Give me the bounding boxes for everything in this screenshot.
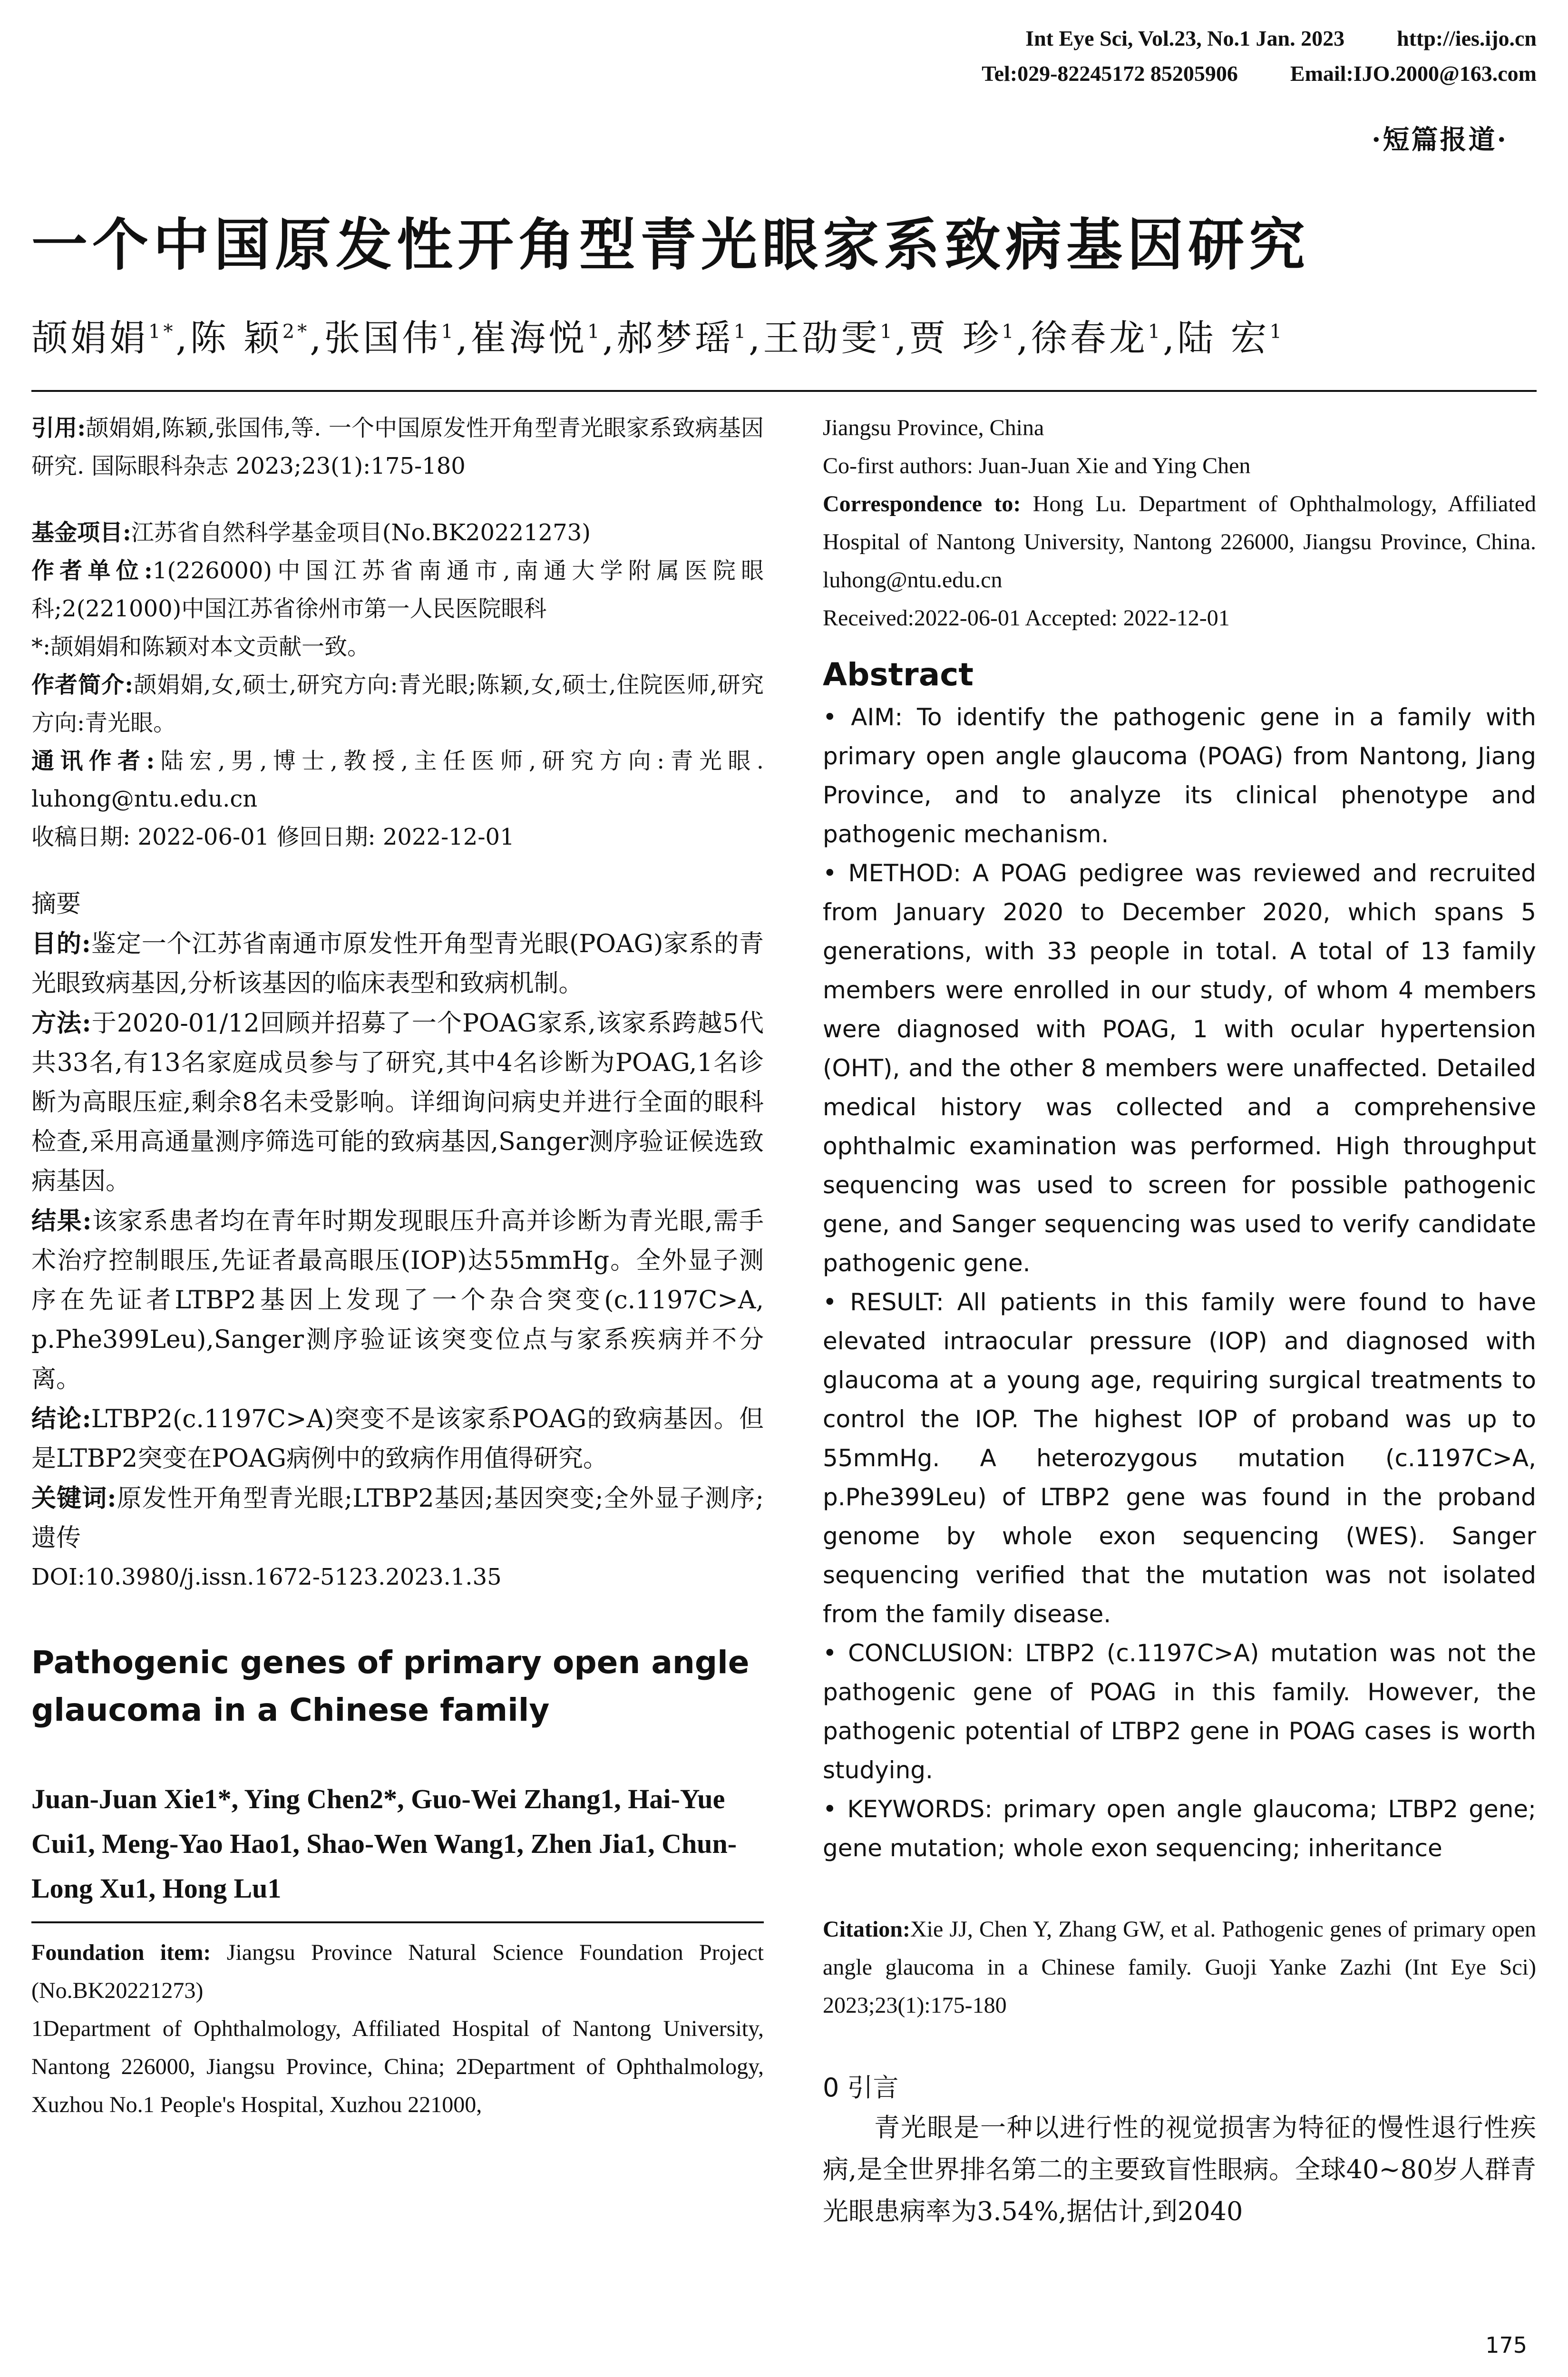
contribution-note: *:颉娟娟和陈颖对本文贡献一致。 bbox=[31, 633, 370, 660]
journal-header bbox=[982, 21, 1537, 91]
journal-email: Email:IJO.2000@163.com bbox=[1290, 61, 1537, 86]
authors-cn bbox=[31, 309, 1285, 361]
abstract-aim-en: • AIM: To identify the pathogenic gene in a family with primary open angle glaucoma (POAG) from Nantong, Jiang Province, and to analyze its clinical phenotype and pathogenic mechanism. bbox=[823, 703, 1536, 848]
cofirst-authors: Co-first authors: Juan-Juan Xie and Ying Chen bbox=[823, 453, 1251, 478]
author-cn: 贾 珍$^1$ bbox=[909, 317, 1017, 359]
author-separator: , bbox=[175, 317, 190, 359]
author-affiliation-mark: 1 bbox=[880, 321, 895, 343]
author-cn: 颉娟娟$^{1*}$ bbox=[31, 317, 176, 359]
citation-en: Citation:Xie JJ, Chen Y, Zhang GW, et al. Pathogenic genes of primary open angle glaucoma in a Chinese family. Guoji Yanke Zazhi (Int Eye Sci) 2023;23(1):175-180 bbox=[823, 1917, 1536, 2018]
keywords-cn: 关键词:原发性开角型青光眼;LTBP2基因;基因突变;全外显子测序;遗传 bbox=[31, 1484, 764, 1552]
correspondence-en: Correspondence to: Hong Lu. Department of Ophthalmology, Affiliated Hospital of Nantong University, Nantong 226000, Jiangsu Province, China. luhong@ntu.edu.cn bbox=[823, 491, 1536, 593]
article-title-cn: 一个中国原发性开角型青光眼家系致病基因研究 bbox=[31, 212, 1310, 278]
author-separator: , bbox=[749, 317, 763, 359]
abstract-conclusion-cn: 结论:LTBP2(c.1197C>A)突变不是该家系POAG的致病基因。但是LTBP2突变在POAG病例中的致病作用值得研究。 bbox=[31, 1404, 764, 1473]
department-en: 1Department of Ophthalmology, Affiliated Hospital of Nantong University, Nantong 226000, Jiangsu Province, China; 2Department of Ophthalmology, Xuzhou No.1 People's Hospital, Xuzhou 221000, bbox=[31, 2016, 764, 2117]
department-en-cont: Jiangsu Province, China bbox=[823, 415, 1044, 440]
abstract-conclusion-en: • CONCLUSION: LTBP2 (c.1197C>A) mutation was not the pathogenic gene of POAG in this family. However, the pathogenic potential of LTBP2 gene in POAG cases is worth studying. bbox=[823, 1639, 1536, 1784]
journal-line: Int Eye Sci, Vol.23, No.1 Jan. 2023 bbox=[1025, 26, 1345, 50]
author-affiliation-mark: 1 bbox=[1269, 321, 1285, 343]
author-separator: , bbox=[602, 317, 617, 359]
authors-en: Juan-Juan Xie1*, Ying Chen2*, Guo-Wei Zhang1, Hai-Yue Cui1, Meng-Yao Hao1, Shao-Wen Wang1, Zhen Jia1, Chun-Long Xu1, Hong Lu1 bbox=[31, 1783, 737, 1904]
author-affiliation-mark: 1 bbox=[587, 321, 603, 343]
author-affiliation-mark: 1* bbox=[148, 321, 176, 343]
author-cn: 徐春龙$^1$ bbox=[1031, 317, 1163, 359]
unit-cn: 作者单位:1(226000)中国江苏省南通市,南通大学附属医院眼科;2(221000)中国江苏省徐州市第一人民医院眼科 bbox=[31, 557, 764, 622]
author-cn: 陈 颖$^{2*}$ bbox=[190, 317, 310, 359]
author-cn: 陆 宏$^1$ bbox=[1177, 317, 1285, 359]
author-separator: , bbox=[1016, 317, 1031, 359]
abstract-aim-cn: 目的:鉴定一个江苏省南通市原发性开角型青光眼(POAG)家系的青光眼致病基因,分析该基因的临床表型和致病机制。 bbox=[31, 929, 764, 998]
header-rule bbox=[31, 390, 1537, 392]
abstract-result-cn: 结果:该家系患者均在青年时期发现眼压升高并诊断为青光眼,需手术治疗控制眼压,先证者最高眼压(IOP)达55mmHg。全外显子测序在先证者LTBP2基因上发现了一个杂合突变(c.1197C>A, p.Phe399Leu),Sanger测序验证该突变位点与家系疾病并不分离。 bbox=[31, 1207, 764, 1393]
author-cn: 张国伟$^1$ bbox=[324, 317, 456, 359]
corresponding-cn: 通讯作者:陆宏,男,博士,教授,主任医师,研究方向:青光眼. luhong@ntu.edu.cn bbox=[31, 748, 764, 812]
journal-tel: Tel:029-82245172 85205906 bbox=[982, 61, 1238, 86]
fund-cn: 基金项目:江苏省自然科学基金项目(No.BK20221273) bbox=[31, 519, 591, 546]
article-title-en: Pathogenic genes of primary open angle glaucoma in a Chinese family bbox=[31, 1644, 750, 1728]
keywords-en: • KEYWORDS: primary open angle glaucoma; LTBP2 gene; gene mutation; whole exon sequencing; inheritance bbox=[823, 1795, 1536, 1862]
author-separator: , bbox=[310, 317, 324, 359]
author-affiliation-mark: 1 bbox=[733, 321, 749, 343]
abstract-heading-en: Abstract bbox=[823, 656, 974, 693]
right-column bbox=[823, 409, 1536, 2232]
author-affiliation-mark: 1 bbox=[441, 321, 456, 343]
author-cn: 崔海悦$^1$ bbox=[470, 317, 603, 359]
author-separator: , bbox=[1163, 317, 1178, 359]
section-tag: ·短篇报道· bbox=[1372, 124, 1508, 156]
left-column bbox=[31, 409, 764, 2124]
page-number: 175 bbox=[1485, 2332, 1527, 2358]
intro-heading: 0 引言 bbox=[823, 2073, 899, 2103]
abstract-method-cn: 方法:于2020-01/12回顾并招募了一个POAG家系,该家系跨越5代共33名,有13名家庭成员参与了研究,其中4名诊断为POAG,1名诊断为高眼压症,剩余8名未受影响。详细询问病史并进行全面的眼科检查,采用高通量测序筛选可能的致病基因,Sanger测序验证候选致病基因。 bbox=[31, 1009, 764, 1196]
doi[interactable]: DOI:10.3980/j.issn.1672-5123.2023.1.35 bbox=[31, 1564, 502, 1590]
journal-url[interactable]: http://ies.ijo.cn bbox=[1397, 26, 1537, 50]
author-affiliation-mark: 1 bbox=[1148, 321, 1163, 343]
intro-paragraph: 青光眼是一种以进行性的视觉损害为特征的慢性退行性疾病,是全世界排名第二的主要致盲性眼病。全球40~80岁人群青光眼患病率为3.54%,据估计,到2040 bbox=[823, 2113, 1536, 2226]
author-separator: , bbox=[895, 317, 909, 359]
abstract-heading-cn: 摘要 bbox=[31, 890, 81, 918]
foundation-en: Foundation item: Jiangsu Province Natural Science Foundation Project (No.BK20221273) bbox=[31, 1940, 764, 2003]
author-affiliation-mark: 2* bbox=[282, 321, 310, 343]
authors-rule bbox=[31, 1921, 764, 1923]
author-cn: 郝梦瑶$^1$ bbox=[616, 317, 749, 359]
dates-cn: 收稿日期: 2022-06-01 修回日期: 2022-12-01 bbox=[31, 824, 515, 850]
author-cn: 王劭雯$^1$ bbox=[763, 317, 895, 359]
citation-cn: 引用:颉娟娟,陈颖,张国伟,等. 一个中国原发性开角型青光眼家系致病基因研究. 国际眼科杂志 2023;23(1):175-180 bbox=[31, 415, 764, 479]
author-affiliation-mark: 1 bbox=[1002, 321, 1017, 343]
abstract-method-en: • METHOD: A POAG pedigree was reviewed and recruited from January 2020 to December 2020, which spans 5 generations, with 33 people in total. A total of 13 family members were enrolled in our study, of whom 4 members were diagnosed with POAG, 1 with ocular hypertension (OHT), and the other 8 members were unaffected. Detailed medical history was collected and a comprehensive ophthalmic examination was performed. High throughput sequencing was used to screen for possible pathogenic gene, and Sanger sequencing was used to verify candidate pathogenic gene. bbox=[823, 859, 1536, 1277]
author-separator: , bbox=[456, 317, 471, 359]
abstract-result-en: • RESULT: All patients in this family were found to have elevated intraocular pressure (IOP) and diagnosed with glaucoma at a young age, requiring surgical treatments to control the IOP. The highest IOP of proband was up to 55mmHg. A heterozygous mutation (c.1197C>A, p.Phe399Leu) of LTBP2 gene was found in the proband genome by whole exon sequencing (WES). Sanger sequencing verified that the mutation was not isolated from the family disease. bbox=[823, 1288, 1536, 1628]
author-bio: 作者简介:颉娟娟,女,硕士,研究方向:青光眼;陈颖,女,硕士,住院医师,研究方向:青光眼。 bbox=[31, 672, 764, 736]
received-en: Received:2022-06-01 Accepted: 2022-12-01 bbox=[823, 605, 1230, 631]
